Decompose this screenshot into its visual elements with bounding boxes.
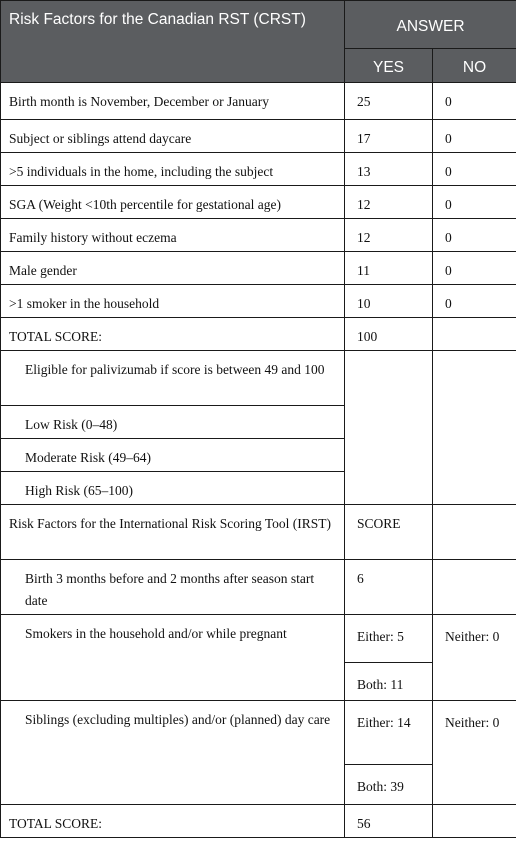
irst-smokers-neither: Neither: 0	[433, 615, 516, 701]
yes-value: 17	[345, 120, 433, 153]
moderate-risk-label: Moderate Risk (49–64)	[1, 439, 345, 472]
yes-value: 10	[345, 285, 433, 318]
no-value: 0	[433, 285, 516, 318]
row-label: >5 individuals in the home, including the subject	[1, 153, 345, 186]
table-row	[1, 219, 516, 252]
answer-header: ANSWER	[345, 1, 516, 49]
irst-score-header: SCORE	[345, 505, 433, 560]
row-label: Male gender	[1, 252, 345, 285]
interpretation-row	[1, 351, 516, 406]
no-value: 0	[433, 120, 516, 153]
irst-header-label: Risk Factors for the International Risk Scoring Tool (IRST)	[1, 505, 345, 560]
table-row	[1, 252, 516, 285]
irst-siblings-label: Siblings (excluding multiples) and/or (planned) day care	[1, 701, 345, 805]
irst-smokers-label: Smokers in the household and/or while pregnant	[1, 615, 345, 701]
row-label: >1 smoker in the household	[1, 285, 345, 318]
interpretation-yes-cell	[345, 351, 433, 505]
irst-birth-empty	[433, 560, 516, 615]
table-row	[1, 120, 516, 153]
high-risk-label: High Risk (65–100)	[1, 472, 345, 505]
yes-value: 12	[345, 186, 433, 219]
low-risk-label: Low Risk (0–48)	[1, 406, 345, 439]
yes-header: YES	[345, 49, 433, 83]
no-value: 0	[433, 83, 516, 120]
total-value: 100	[345, 318, 433, 351]
irst-header-row	[1, 505, 516, 560]
total-label: TOTAL SCORE:	[1, 318, 345, 351]
no-value: 0	[433, 153, 516, 186]
yes-value: 11	[345, 252, 433, 285]
table-row	[1, 285, 516, 318]
table-row	[1, 153, 516, 186]
irst-total-label: TOTAL SCORE:	[1, 805, 345, 838]
irst-birth-label: Birth 3 months before and 2 months after season start date	[1, 560, 345, 615]
irst-birth-score: 6	[345, 560, 433, 615]
irst-total-row	[1, 805, 516, 838]
irst-siblings-both: Both: 39	[345, 765, 433, 805]
irst-total-score: 56	[345, 805, 433, 838]
risk-factors-header: Risk Factors for the Canadian RST (CRST)	[1, 1, 345, 83]
table-row	[1, 560, 516, 615]
table-row	[1, 186, 516, 219]
irst-siblings-either: Either: 14	[345, 701, 433, 765]
irst-smokers-either: Either: 5	[345, 615, 433, 663]
table-row	[1, 615, 516, 663]
irst-siblings-neither: Neither: 0	[433, 701, 516, 805]
row-label: Subject or siblings attend daycare	[1, 120, 345, 153]
yes-value: 12	[345, 219, 433, 252]
yes-value: 25	[345, 83, 433, 120]
row-label: Birth month is November, December or January	[1, 83, 345, 120]
irst-empty-cell	[433, 505, 516, 560]
no-value: 0	[433, 186, 516, 219]
row-label: SGA (Weight <10th percentile for gestational age)	[1, 186, 345, 219]
interpretation-no-cell	[433, 351, 516, 505]
irst-smokers-both: Both: 11	[345, 663, 433, 701]
no-header: NO	[433, 49, 516, 83]
row-label: Family history without eczema	[1, 219, 345, 252]
table-header	[1, 1, 516, 83]
table-row	[1, 701, 516, 765]
yes-value: 13	[345, 153, 433, 186]
irst-total-empty	[433, 805, 516, 838]
eligibility-note: Eligible for palivizumab if score is between 49 and 100	[1, 351, 345, 406]
no-value: 0	[433, 252, 516, 285]
table-row	[1, 83, 516, 120]
no-value: 0	[433, 219, 516, 252]
crst-total-row	[1, 318, 516, 351]
total-no-value	[433, 318, 516, 351]
